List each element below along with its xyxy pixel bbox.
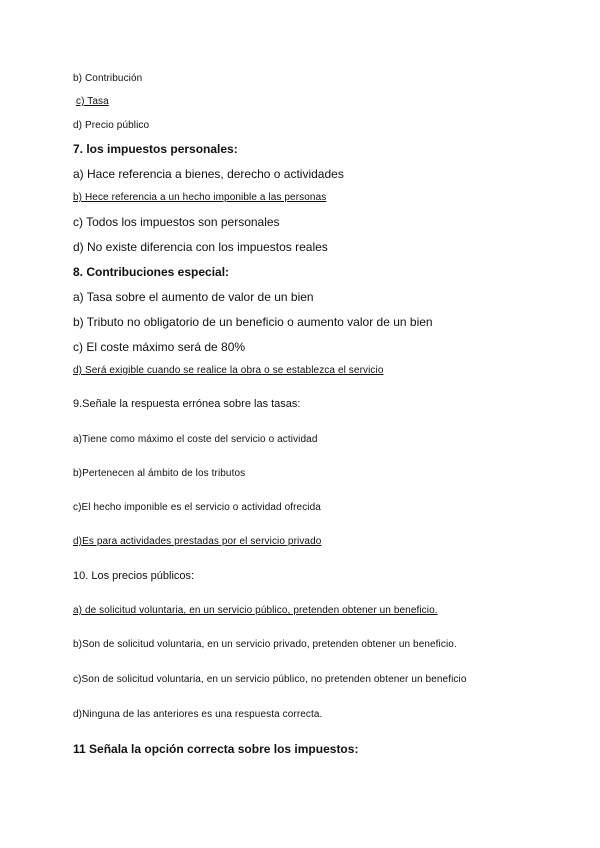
q10-option-b: b)Son de solicitud voluntaria, en un servicio privado, pretenden obtener un beneficio. [73,639,457,650]
q10-option-c: c)Son de solicitud voluntaria, en un servicio público, no pretenden obtener un beneficio [73,674,467,685]
q10-option-a: a) de solicitud voluntaria, en un servicio público, pretenden obtener un beneficio. [73,605,438,616]
question-11-heading: 11 Señala la opción correcta sobre los impuestos: [73,742,359,756]
q8-option-a: a) Tasa sobre el aumento de valor de un bien [73,290,314,304]
option-b-contribucion: b) Contribución [73,73,143,84]
q9-option-c: c)El hecho imponible es el servicio o actividad ofrecida [73,502,321,513]
q9-option-a: a)Tiene como máximo el coste del servicio o actividad [73,434,318,445]
question-7-heading: 7. los impuestos personales: [73,142,238,156]
q10-option-d: d)Ninguna de las anteriores es una respuesta correcta. [73,709,323,720]
question-8-heading: 8. Contribuciones especial: [73,265,230,279]
question-9-heading: 9.Señale la respuesta errónea sobre las tasas: [73,398,301,410]
q7-option-d: d) No existe diferencia con los impuestos reales [73,240,328,254]
q8-option-b: b) Tributo no obligatorio de un beneficio o aumento valor de un bien [73,315,433,329]
q8-option-d: d) Será exigible cuando se realice la obra o se establezca el servicio [73,365,384,376]
option-d-precio-publico: d) Precio público [73,120,150,131]
q7-option-c: c) Todos los impuestos son personales [73,215,280,229]
question-10-heading: 10. Los precios públicos: [73,570,195,582]
q8-option-c: c) El coste máximo será de 80% [73,340,246,354]
option-c-tasa: c) Tasa [76,96,109,107]
q9-option-b: b)Pertenecen al ámbito de los tributos [73,468,246,479]
q7-option-a: a) Hace referencia a bienes, derecho o actividades [73,167,344,181]
q9-option-d: d)Es para actividades prestadas por el servicio privado [73,536,322,547]
q7-option-b: b) Hece referencia a un hecho imponible a las personas [73,192,327,203]
